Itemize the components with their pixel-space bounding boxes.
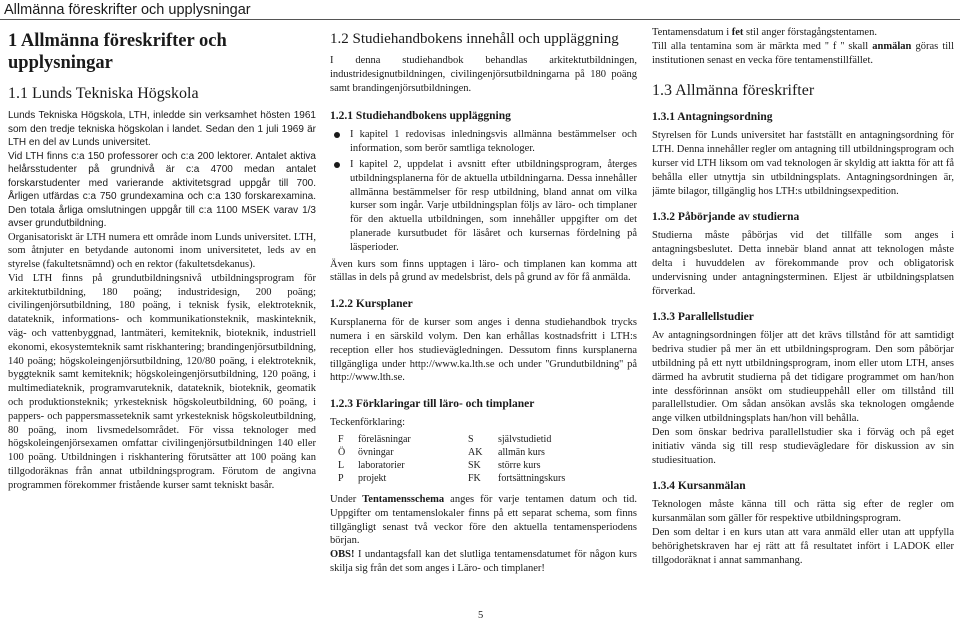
paragraph-lth-organisation: Organisatoriskt är LTH numera ett område inom Lunds universitet. LTH, som åtnjuter en betydande autonomi inom universitetet, leds av en styrelse (fakultetsnämnd) och en rektor (fakultetsdekanus). (8, 231, 316, 271)
page-header (0, 0, 960, 20)
subsection-title-layout: 1.2.1 Studiehandbokens uppläggning (330, 110, 511, 123)
abbr-value: projekt (358, 472, 387, 484)
table-row (338, 472, 571, 485)
abbr-key: L (338, 459, 345, 471)
abbr-key: S (468, 433, 474, 445)
subsection-title-admission: 1.3.1 Antagningsordning (652, 111, 773, 124)
paragraph-exam-date-note (652, 26, 954, 40)
list-item (330, 158, 637, 255)
abbr-value: övningar (358, 446, 394, 458)
paragraph-parallel-2: Den som önskar bedriva parallellstudier ska i förväg och på eget initiativ vända sig till resp studievägledare för diskussion av sin studiesituation. (652, 426, 954, 466)
section-title-lth: 1.1 Lunds Tekniska Högskola (8, 85, 199, 102)
text-span: stil anger förstagångstentamen. (743, 27, 877, 38)
text-span: göras till institutionen senast en vecka före tentamenstillfället. (652, 40, 954, 66)
paragraph-exam-schedule (330, 493, 637, 548)
legend-title: Teckenförklaring: (330, 417, 406, 429)
text-span: Till alla tentamina som är märkta med '' f '' skall (652, 40, 873, 52)
abbr-key: F (338, 433, 344, 445)
subsection-title-explanations: 1.2.3 Förklaringar till läro- och timplaner (330, 398, 535, 411)
abbreviation-table (338, 433, 571, 485)
paragraph-obs (330, 548, 637, 576)
text-span: I undantagsfall kan det slutliga tentamensdatumet för någon kurs skilja sig från det som anges i Läro- och timplaner! (330, 549, 637, 574)
abbr-value: större kurs (498, 459, 541, 471)
table-row (338, 459, 571, 472)
abbr-value: allmän kurs (498, 446, 545, 458)
emphasis-text: OBS! (330, 549, 355, 561)
emphasis-text: anmälan (872, 40, 912, 52)
column-1 (8, 26, 316, 493)
list-item-text: I kapitel 1 redovisas inledningsvis allmänna bestämmelser och information, som berör samtliga teknologer. (350, 129, 637, 155)
text-span: anges för varje tentamen datum och tid. Uppgifter om tentamenslokaler finns på ett separat schema, som finns tillgängligt senast två veckor före den aktuella tentamensperiodens början. (330, 493, 637, 547)
subsection-title-courses: 1.2.2 Kursplaner (330, 298, 413, 311)
paragraph-admission: Styrelsen för Lunds universitet har fastställt en antagningsordning för LTH. Denna innehåller regler om antagning till utbildningsprogram och kurser vid LTH liksom om vad teknologen är skyldig att iaktta för att få behålla eller utnyttja sin utbildningsplats. Antagningsordningen är, jämte bilagor, tillgänglig hos LTH:s utbildningsexpedition. (652, 130, 954, 197)
abbr-key: Ö (338, 446, 346, 458)
table-row (338, 433, 571, 446)
paragraph-parallel-1: Av antagningsordningen följer att det krävs tillstånd för att samtidigt bedriva studier på mer än ett utbildningsprogram. Den som påbörjar utbildning på ett nytt utbildningsprogram, inom eller utom LTH, anses därmed ha avbrutit studierna på det tidigare programmet om han/hon inte dessförinnan ansökt om studieuppehåll eller om tillstånd till parallellstudier. Om sådan ansökan avslås ska teknologen omgående ange vilken utbildningsplats han/hon vill behålla. (652, 330, 954, 425)
abbr-value: laboratorier (358, 459, 405, 471)
abbr-value: fortsättningskurs (498, 472, 566, 484)
paragraph-signup-2: Den som deltar i en kurs utan att vara anmäld eller utan att uppfylla behörighetskraven har ej rätt att få resultatet infört i LADOK eller tillgodoräknat i annat sammanhang. (652, 526, 954, 566)
page-number: 5 (478, 610, 484, 621)
section-title-rules: 1.3 Allmänna föreskrifter (652, 82, 815, 100)
paragraph-lth-stats: Vid LTH finns c:a 150 professorer och c:a 200 lektorer. Antalet aktiva helårsstudenter på grundnivå är c:a 4700 medan antalet forskarstudenter med varierande aktivitetsgrad uppgår till 700. Årligen utfärdas c:a 750 grundexamina och c:a 130 forskarexamina. Den totala årliga omslutningen uppgår till c:a 1100 MSEK varav 1/3 avser grundutbildning. (8, 150, 316, 229)
paragraph-resume: Studierna måste påbörjas vid det tillfälle som anges i antagningsbeslutet. Detta innebär bland annat att teknologen måste delta i huvuddelen av förekommande prov och obligatorisk undervisning under antagningsterminen. Eljest är utbildningsplatsen förverkad. (652, 230, 954, 297)
table-row (338, 446, 571, 459)
section-title-handbook: 1.2 Studiehandbokens innehåll och uppläggning (330, 31, 619, 47)
paragraph-course-cancellation: Även kurs som finns upptagen i läro- och timplanen kan komma att ställas in dels på grund av medelsbrist, dels på grund av för få anmälda. (330, 258, 637, 284)
column-3 (652, 26, 954, 567)
paragraph-lth-programs: Vid LTH finns på grundutbildningsnivå utbildningsprogram för arkitektutbildning, 180 poäng; industridesign, 200 poäng; civilingenjörsutbildning, 180 poäng, i teknisk fysik, elektroteknik, datateknik, informations- och kommunikationsteknik, maskinteknik, väg- och vattenbyggnad, lantmäteri, kemiteknik, bioteknik, industriell ekonomi, ekosystemteknik samt riskhantering; brandingenjörsutbildning, 140 poäng; högskoleingenjörsutbildning, 120/80 poäng, i elektroteknik, byggteknik samt kemiteknik; högskoleingenjörsutbildning, 120 poäng, i multimediateknik, programvaruteknik, datateknik, bioteknik, geomatik och produktionsteknik; yrkesteknisk högskoleutbildning, 60 poäng, i pappers- och pappersmasseteknik samt yrkesteknisk högskoleutbildning, 80 poäng, inom livsmedelsområdet. För vissa teknologer med högskoleingenjörsexamen omfattar civilingenjörsutbildningen 140 eller 100 poäng. Utbildningen i riskhantering förutsätter att 100 poäng kan tillgodoräknas från annat utbildningsprogram. Förutom de angivna programmen förekommer fristående kurser samt tekniskt basår. (8, 272, 316, 491)
abbr-key: SK (468, 459, 481, 471)
column-2 (330, 26, 637, 576)
text-span: Tentamensdatum i (652, 27, 732, 38)
chapter-title: 1 Allmänna föreskrifter och upplysningar (8, 31, 227, 73)
text-span: Under (330, 493, 363, 505)
bullet-icon (334, 162, 340, 168)
bullet-icon (334, 132, 340, 138)
subsection-title-resume: 1.3.2 Påbörjande av studierna (652, 211, 800, 224)
paragraph-lth-history: Lunds Tekniska Högskola, LTH, inledde sin verksamhet hösten 1961 som den tredje tekniska högskolan i landet. Sedan den 1 juli 1969 är LTH en del av Lunds universitet. (8, 110, 316, 148)
header-title: Allmänna föreskrifter och upplysningar (4, 2, 251, 18)
list-item-text: I kapitel 2, uppdelat i avsnitt efter utbildningsprogram, återges utbildningsplanerna för de aktuella utbildningarna. Dessa innehåller allmänna bestämmelser för resp utbildning, bland annat om vilka kurser som ingår. Varje utbildningsplan följs av läro- och timplaner för den aktuella utbildningen, som innehåller uppgifter om det planerade kursutbudet för läsåret och kursernas fördelning på läsperioder. (350, 158, 637, 253)
abbr-key: P (338, 472, 344, 484)
paragraph-exam-signup-note (652, 40, 954, 68)
abbr-key: AK (468, 446, 483, 458)
subsection-title-signup: 1.3.4 Kursanmälan (652, 480, 746, 493)
abbr-value: föreläsningar (358, 433, 411, 445)
emphasis-text: fet (731, 27, 744, 38)
list-item (330, 128, 637, 156)
bullet-list (330, 128, 637, 254)
abbr-key: FK (468, 472, 481, 484)
abbr-value: självstudietid (498, 433, 552, 445)
paragraph-course-plans: Kursplanerna för de kurser som anges i denna studiehandbok trycks numera i en särskild volym. Den kan erhållas kostnadsfritt i LTH:s reception eller hos studievägledningen. Dessutom finns kursplanerna tillgängliga under http://www.ka.lth.se och under ''Grundutbildning'' på http://www.lth.se. (330, 317, 637, 384)
paragraph-handbook-intro: I denna studiehandbok behandlas arkitektutbildningen, industridesignutbildningen, civilingenjörsutbildningarna på 180 poäng samt brandingenjörsutbildningen. (330, 55, 637, 94)
subsection-title-parallel: 1.3.3 Parallellstudier (652, 311, 754, 324)
emphasis-text: Tentamensschema (362, 493, 445, 505)
paragraph-signup-1: Teknologen måste känna till och rätta sig efter de regler om kursanmälan som gäller för respektive utbildningsprogram. (652, 499, 954, 525)
